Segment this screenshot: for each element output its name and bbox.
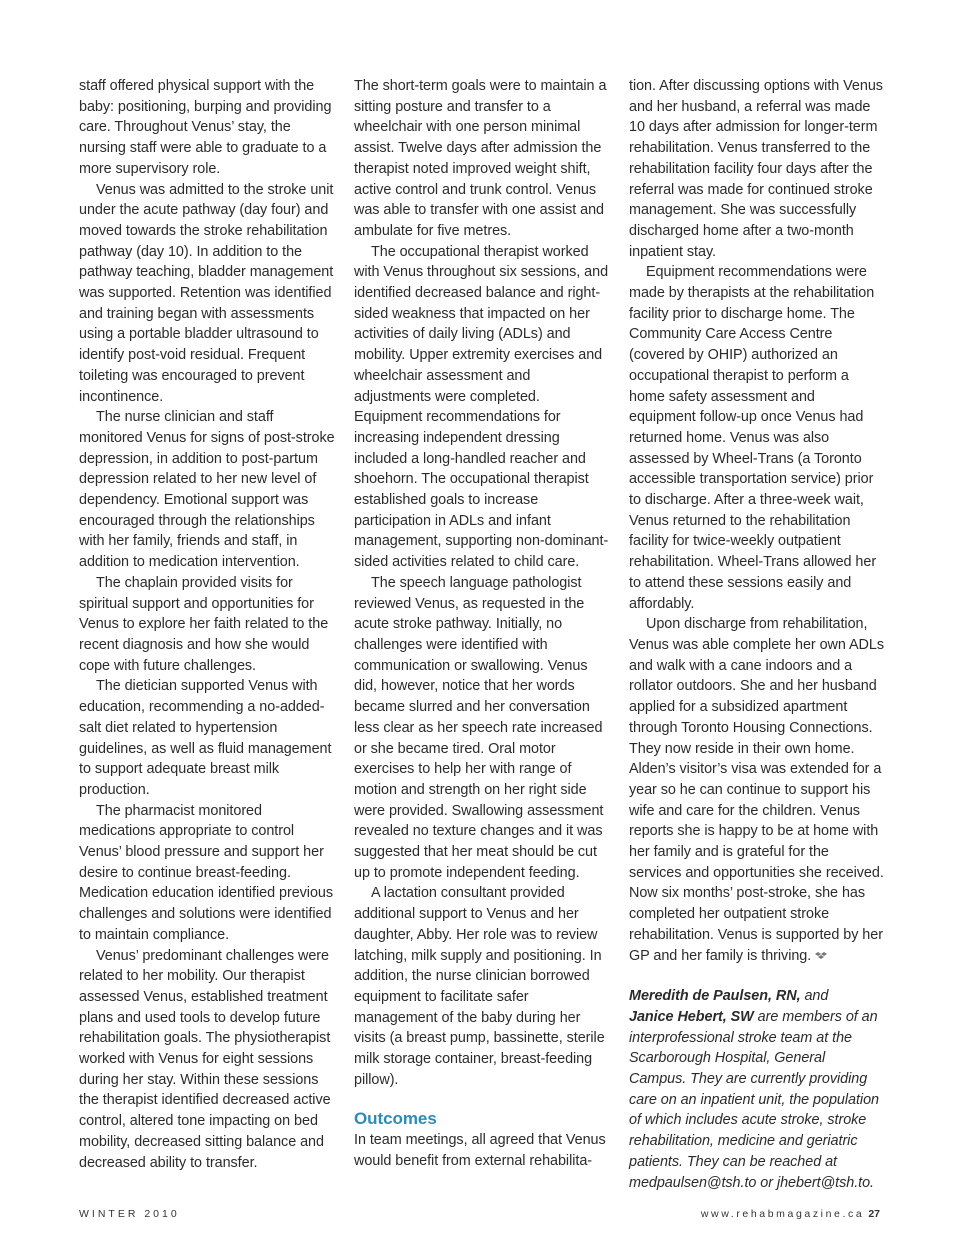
paragraph: Upon discharge from rehabilitation, Venus was able complete her own ADLs and walk with a cane indoors and a rollator outdoors. She and her husband applied for a subsidized apartment through Toronto Housing Connections. They now reside in their own home. <box>629 616 884 757</box>
page-number: 27 <box>868 1208 880 1220</box>
section-heading-outcomes: Outcomes <box>354 1109 437 1129</box>
paragraph: tion. After discussing options with Venus and her husband, a referral was made 10 days after admission for longer-term rehabilitation. Venus transferred to the rehabilitation facility four days after the referral was made for continued stroke management. She was successfully discharged home after a two-month inpatient stay. <box>629 78 883 260</box>
author-bio <box>629 986 885 1193</box>
paragraph: Venus was admitted to the stroke unit under the acute pathway (day four) and moved towards the stroke rehabilitation pathway (day 10). In addition to the pathway teaching, bladder management was supported. Retention was identified and training began with assessments using a portable bladder ultrasound to identify post-void residual. Frequent toileting was encouraged to prevent incontinence. <box>79 181 334 405</box>
paragraph: The nurse clinician and staff monitored Venus for signs of post-stroke depression, in addition to post-partum depression related to her new level of dependency. Emotional support was encouraged through the relationships with her family, friends and staff, in addition to medication intervention. <box>79 409 335 571</box>
paragraph: In team meetings, all agreed that Venus would benefit from external rehabilita- <box>354 1132 606 1170</box>
paragraph: staff offered physical support with the baby: positioning, burping and providing care. Throughout Venus’ stay, the nursing staff were able to graduate to a more supervisory role. <box>79 78 332 177</box>
paragraph: Venus’ predominant challenges were related to her mobility. Our therapist assessed Venus, established treatment plans and used tools to develop future rehabilitation goals. The physiotherapist worked with Venus for eight sessions during her stay. Within these sessions the therapist identified decreased active control, altered tone impacting on bed mobility, decreased sitting balance and decreased ability to transfer. <box>79 947 331 1171</box>
footer-issue: WINTER 2010 <box>79 1208 180 1220</box>
paragraph: Equipment recommendations were made by therapists at the rehabilitation facility prior to discharge home. The Community Care Access Centre (covered by OHIP) authorized an occupational therapist to perform a home safety assessment and equipment follow-up once Venus had returned home. Venus was also assessed by Wheel-Trans (a Toronto accessible transportation service) prior to discharge. After a three-week wait, Venus returned to the rehabilitation facility for twice-weekly outpatient rehabilitation. Wheel-Trans allowed her to attend these sessions easily and affordably. <box>629 264 877 612</box>
paragraph: The speech language pathologist reviewed Venus, as requested in the acute stroke pathway. Initially, no challenges were identified with communication or swallowing. Venus did, however, notice that her words became slurred and her conversation less clear as her speech rate increased or she became tired. Oral motor exercises to help her with range of motion and strength on her right side were provided. Swallowing assessment revealed no texture changes and it was suggested that her meat should be cut up to promote independent feeding. <box>354 574 604 881</box>
paragraph: Alden’s visitor’s visa was extended for a year so he can continue to support his wife and care for the children. Venus reports she is happy to be at home with her family and is grateful for the services and opportunities she received. Now six months’ post-stroke, she has completed her outpatient stroke rehabilitation. Venus is supported by her GP and her family is thriving. <box>629 761 884 964</box>
paragraph: The occupational therapist worked with Venus throughout six sessions, and identified decreased balance and right-sided weakness that impacted on her activities of daily living (ADLs) and mobility. Upper extremity exercises and wheelchair assessment and adjustments were completed. Equipment recommendations for increasing independent dressing included a long-handled reacher and shoehorn. The occupational therapist established goals to increase participation in ADLs and infant management, supporting non-dominant-sided activities related to child care. <box>354 243 609 571</box>
paragraph: The chaplain provided visits for spiritual support and opportunities for Venus to explore her faith related to the recent diagnosis and how she would cope with future challenges. <box>79 574 329 674</box>
paragraph: The dietician supported Venus with education, recommending a no-added-salt diet related to hypertension guidelines, as well as fluid management to support adequate breast milk production. <box>79 678 332 798</box>
footer-right <box>701 1208 880 1220</box>
bio-text: are members of an interprofessional stroke team at the Scarborough Hospital, General Campus. They are currently providing care on an inpatient unit, the population of which includes acute stroke, stroke rehabilitation, medicine and geriatric patients. They can be reached at medpaulsen@tsh.to or jhebert@tsh.to. <box>629 1008 879 1191</box>
column-1 <box>79 76 335 1173</box>
footer-website[interactable]: www.rehabmagazine.ca <box>700 1208 865 1220</box>
column-2 <box>354 76 610 1172</box>
paragraph: A lactation consultant provided additional support to Venus and her daughter, Abby. Her role was to review latching, milk supply and positioning. In addition, the nurse clinician borrowed equipment to facilitate safer management of the baby during her visits (a breast pump, bassinette, sterile milk storage container, breast-feeding pillow). <box>354 885 605 1088</box>
author-name-1: Meredith de Paulsen, RN, <box>629 988 801 1005</box>
paragraph: The short-term goals were to maintain a sitting posture and transfer to a wheelchair with one person minimal assist. Twelve days after admission the therapist noted improved weight shift, active control and trunk control. Venus was able to transfer with one assist and ambulate for five metres. <box>354 78 607 239</box>
column-3 <box>629 76 885 1193</box>
author-name-2: Janice Hebert, SW <box>629 1008 754 1025</box>
paragraph: The pharmacist monitored medications appropriate to control Venus’ blood pressure and support her desire to continue breast-feeding. Medication education identified previous challenges and solutions were identified to maintain compliance. <box>79 802 333 943</box>
article-end-icon <box>813 951 829 961</box>
bio-conjunction: and <box>800 988 829 1005</box>
